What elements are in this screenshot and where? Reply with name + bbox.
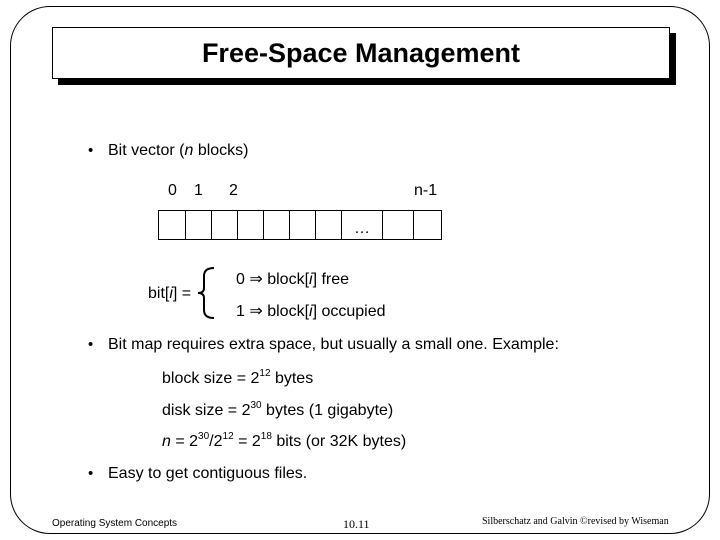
case1-value: 1 <box>236 303 245 320</box>
case0-value: 0 <box>236 271 245 288</box>
bv-cell <box>315 210 342 240</box>
bv-label-2: 2 <box>229 182 238 199</box>
block-size-line <box>162 367 314 388</box>
bv-ellipsis: … <box>354 220 370 237</box>
disk-size-exp: 30 <box>250 399 262 411</box>
bv-label-1: 1 <box>194 182 203 199</box>
case0-suffix: ] free <box>312 271 350 288</box>
bv-cell <box>289 210 316 240</box>
footer-right-suffix: revised by Wiseman <box>587 516 669 527</box>
bit-map-bullet: Bit map requires extra space, but usually a small one. Example: <box>108 336 559 353</box>
left-brace-icon <box>196 266 218 320</box>
bit-lhs-suffix: ] = <box>172 285 192 302</box>
bv-cell <box>211 210 238 240</box>
case0-var: i <box>309 271 313 288</box>
page-title: Free-Space Management <box>201 37 521 68</box>
bit-vector-suffix: blocks) <box>193 142 249 159</box>
disk-size-line <box>162 399 394 420</box>
implies-icon: ⇒ <box>249 271 263 288</box>
bullet-dot: • <box>88 465 94 482</box>
bv-cell <box>341 210 383 240</box>
bv-cell <box>185 210 212 240</box>
bv-cell <box>413 210 442 240</box>
title-box <box>52 27 670 79</box>
bit-case-1 <box>236 301 386 321</box>
n-calc-line <box>162 430 407 451</box>
block-size-suffix: bytes <box>270 370 314 387</box>
bv-label-n-1: n-1 <box>414 182 438 199</box>
block-size-exp: 12 <box>259 367 271 379</box>
bit-lhs-prefix: bit[ <box>148 285 170 302</box>
n-calc-p3: = 2 <box>233 433 261 450</box>
n-calc-p1: = 2 <box>170 433 199 450</box>
block-size-prefix: block size = 2 <box>162 370 260 387</box>
bit-vector-prefix: Bit vector ( <box>108 142 185 159</box>
bv-cell <box>263 210 290 240</box>
page-number: 10.11 <box>343 517 370 531</box>
disk-size-prefix: disk size = 2 <box>162 402 251 419</box>
bit-lhs-var: i <box>169 285 173 302</box>
bv-label-0: 0 <box>168 182 177 199</box>
contiguous-bullet: Easy to get contiguous files. <box>108 465 308 482</box>
n-calc-e1: 30 <box>198 430 210 442</box>
footer-right-prefix: Silberschatz and Galvin <box>482 516 581 527</box>
n-calc-e3: 18 <box>260 430 272 442</box>
bit-definition-lhs <box>148 285 191 303</box>
n-calc-e2: 12 <box>222 430 234 442</box>
bit-vector-heading <box>108 142 249 160</box>
bv-cell <box>382 210 414 240</box>
disk-size-suffix: bytes (1 gigabyte) <box>261 402 394 419</box>
n-calc-p2: /2 <box>209 433 223 450</box>
n-calc-p4: bits (or 32K bytes) <box>271 433 407 450</box>
bullet-dot: • <box>88 336 94 353</box>
bv-cell <box>158 210 186 240</box>
footer-left: Operating System Concepts <box>52 518 178 529</box>
n-calc-n: n <box>162 433 171 450</box>
bv-cell <box>237 210 264 240</box>
implies-icon: ⇒ <box>249 303 263 320</box>
footer-right <box>482 516 669 527</box>
bullet-dot: • <box>88 142 94 159</box>
copyright-icon: © <box>580 516 588 527</box>
bit-case-0 <box>236 269 349 289</box>
bit-vector-n: n <box>184 142 194 159</box>
case1-var: i <box>309 303 313 320</box>
case1-suffix: ] occupied <box>312 303 386 320</box>
slide-frame <box>10 6 710 534</box>
case1-prefix: block[ <box>262 303 310 320</box>
case0-prefix: block[ <box>262 271 310 288</box>
